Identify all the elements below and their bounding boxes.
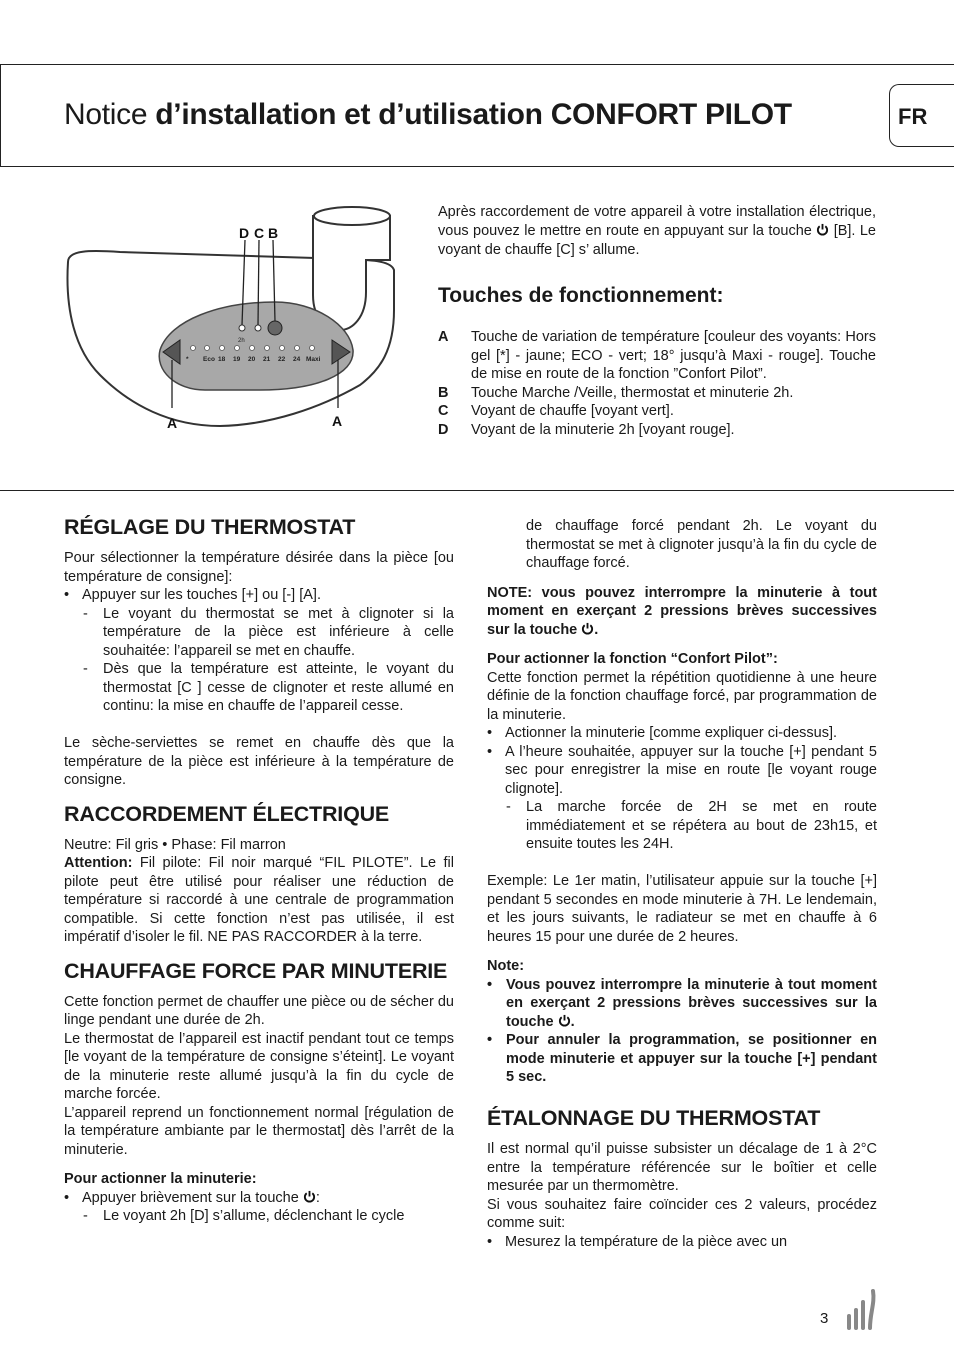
etalonnage-heading: ÉTALONNAGE DU THERMOSTAT — [487, 1106, 821, 1130]
power-button — [268, 321, 282, 335]
list-item: D Voyant de la minuterie 2h [voyant rouge]. — [438, 421, 735, 438]
svg-text:18: 18 — [218, 356, 226, 363]
list-item: B Touche Marche /Veille, thermostat et minuterie 2h. — [438, 384, 794, 401]
svg-text:2h: 2h — [238, 338, 245, 344]
svg-text:20: 20 — [248, 356, 256, 363]
svg-text:B: B — [268, 225, 279, 241]
list-item: C Voyant de chauffe [voyant vert]. — [438, 403, 674, 419]
svg-text:C: C — [254, 225, 265, 241]
power-icon — [581, 622, 594, 635]
svg-text:Eco: Eco — [203, 356, 215, 363]
scale-leds — [191, 346, 315, 351]
chauffage-heading: CHAUFFAGE FORCE PAR MINUTERIE — [64, 958, 448, 983]
svg-text:24: 24 — [293, 356, 301, 363]
section-divider — [0, 490, 954, 491]
svg-text:Maxi: Maxi — [306, 356, 321, 363]
svg-text:19: 19 — [233, 356, 241, 363]
page-number: 3 — [820, 1310, 829, 1327]
left-column: RÉGLAGE DU THERMOSTAT Pour sélectionner la température désirée dans la pièce [ou température de consigne]: • Appuyer sur les touches [+] ou [-] [A]. - Le voyant du thermostat se met à clignoter si la température de la pièce est inférieure à celle souhaitée: l’appareil se met en chauffe. - Dès que la température est atteinte, le voyant du thermostat [C ] cesse de clignoter et reste allumé en continu: la mise en chauffe de l’appareil cesse. Le sèche-serviettes se remet en chauffe dès que la température de la pièce est inférieure à la température de consigne. RACCORDEMENT ÉLECTRIQUE Neutre: Fil gris • Phase: Fil marron Attention: Fil pilote: Fil noir marqué “FIL PILOTE”. Le fil pilote peut être utilisé pour réaliser une réduction de température si raccordé à une centrale de programmation compatible. Si cette fonction n’est pas utilisée, il est impératif d’isoler le fil. NE PAS RACCORDER à la terre. CHAUFFAGE FORCE PAR MINUTERIE Cette fonction permet de chauffer une pièce ou de sécher du linge pendant une durée de 2h. Le thermostat de l’appareil est inactif pendant tout ce temps [le voyant de la température de consigne s’éteint]. Le voyant de la minuterie reste allumé jusqu’à la fin du cycle de marche forcée. L’appareil reprend un fonctionnement normal [régulation de la température ambiante par le thermostat] dès l’arrêt de la minuterie. Pour actionner la minuterie: • Appuyer brièvement sur la touche : - Le voyant 2h [D] s’allume, déclenchant le cycle — [64, 515, 454, 1224]
list-item: A Touche de variation de température [couleur des voyants: Hors gel [*] - jaune; ECO - vert; 18° jusqu’à Maxi - rouge]. Touche de mise en route de la fonction ”Confort Pilot”. — [438, 329, 876, 382]
reglage-heading: RÉGLAGE DU THERMOSTAT — [64, 515, 356, 539]
led-c — [255, 325, 261, 331]
raccordement-heading: RACCORDEMENT ÉLECTRIQUE — [64, 801, 390, 826]
key-list — [438, 328, 876, 439]
svg-text:21: 21 — [263, 356, 271, 363]
svg-text:A: A — [167, 415, 178, 431]
language-tab: FR — [889, 84, 954, 147]
power-icon — [303, 1190, 316, 1203]
power-icon — [558, 1014, 571, 1027]
right-column: de chauffage forcé pendant 2h. Le voyant du thermostat se met à clignoter jusqu’à la fin du cycle de chauffage forcé. NOTE: vous pouvez interrompre la minuterie à tout moment en exerçant 2 pressions brèves successives sur la touche . Pour actionner la fonction “Confort Pilot”: Cette fonction permet la répétition quotidienne à une heure définie de la fonction chauffage forcé, par programmation de la minuterie. • Actionner la minuterie [comme expliquer ci-dessus]. • A l’heure souhaitée, appuyer sur la touche [+] pendant 5 sec pour enregistrer la mise en route [le voyant rouge clignote]. - La marche forcée de 2H se met en route immédiatement et se répétera au bout de 23h15, et ensuite toutes les 24H. Exemple: Le 1er matin, l’utilisateur appuie sur la touche [+] pendant 5 secondes en mode minuterie à 7H. Le lendemain, et les jours suivants, le radiateur se met en chauffe à 6 heures 15 pour une durée de 2 heures. Note: • Vous pouvez interrompre la minuterie à tout moment en exerçant 2 pressions brèves successives sur la touche . • Pour annuler la programmation, se positionner en mode minuterie et appuyer sur la touche [+] pendant 5 sec. ÉTALONNAGE DU THERMOSTAT Il est normal qu’il puisse subsister un décalage de 1 à 2°C entre la température référencée sur le boîtier et celle mesurée par un thermomètre. Si vous souhaitez faire coïncider ces 2 valeurs, procédez comme suit: • Mesurez la température de la pièce avec un — [487, 518, 877, 1250]
power-icon — [816, 223, 829, 236]
intro-paragraph: Après raccordement de votre appareil à votre installation électrique, vous pouvez le mettre en route en appuyant sur la touche [B]. Le voyant de chauffe [C] s’ allume. — [438, 204, 876, 258]
svg-text:*: * — [186, 356, 189, 363]
svg-text:22: 22 — [278, 356, 286, 363]
brand-logo-icon — [845, 1288, 879, 1330]
led-d — [239, 325, 245, 331]
svg-text:A: A — [332, 413, 343, 429]
touches-heading: Touches de fonctionnement: — [438, 284, 724, 307]
page-title: Notice d’installation et d’utilisation CONFORT PILOT — [64, 98, 792, 131]
svg-text:D: D — [239, 225, 250, 241]
pipe-opening — [314, 207, 390, 225]
control-panel-illustration — [60, 200, 405, 440]
